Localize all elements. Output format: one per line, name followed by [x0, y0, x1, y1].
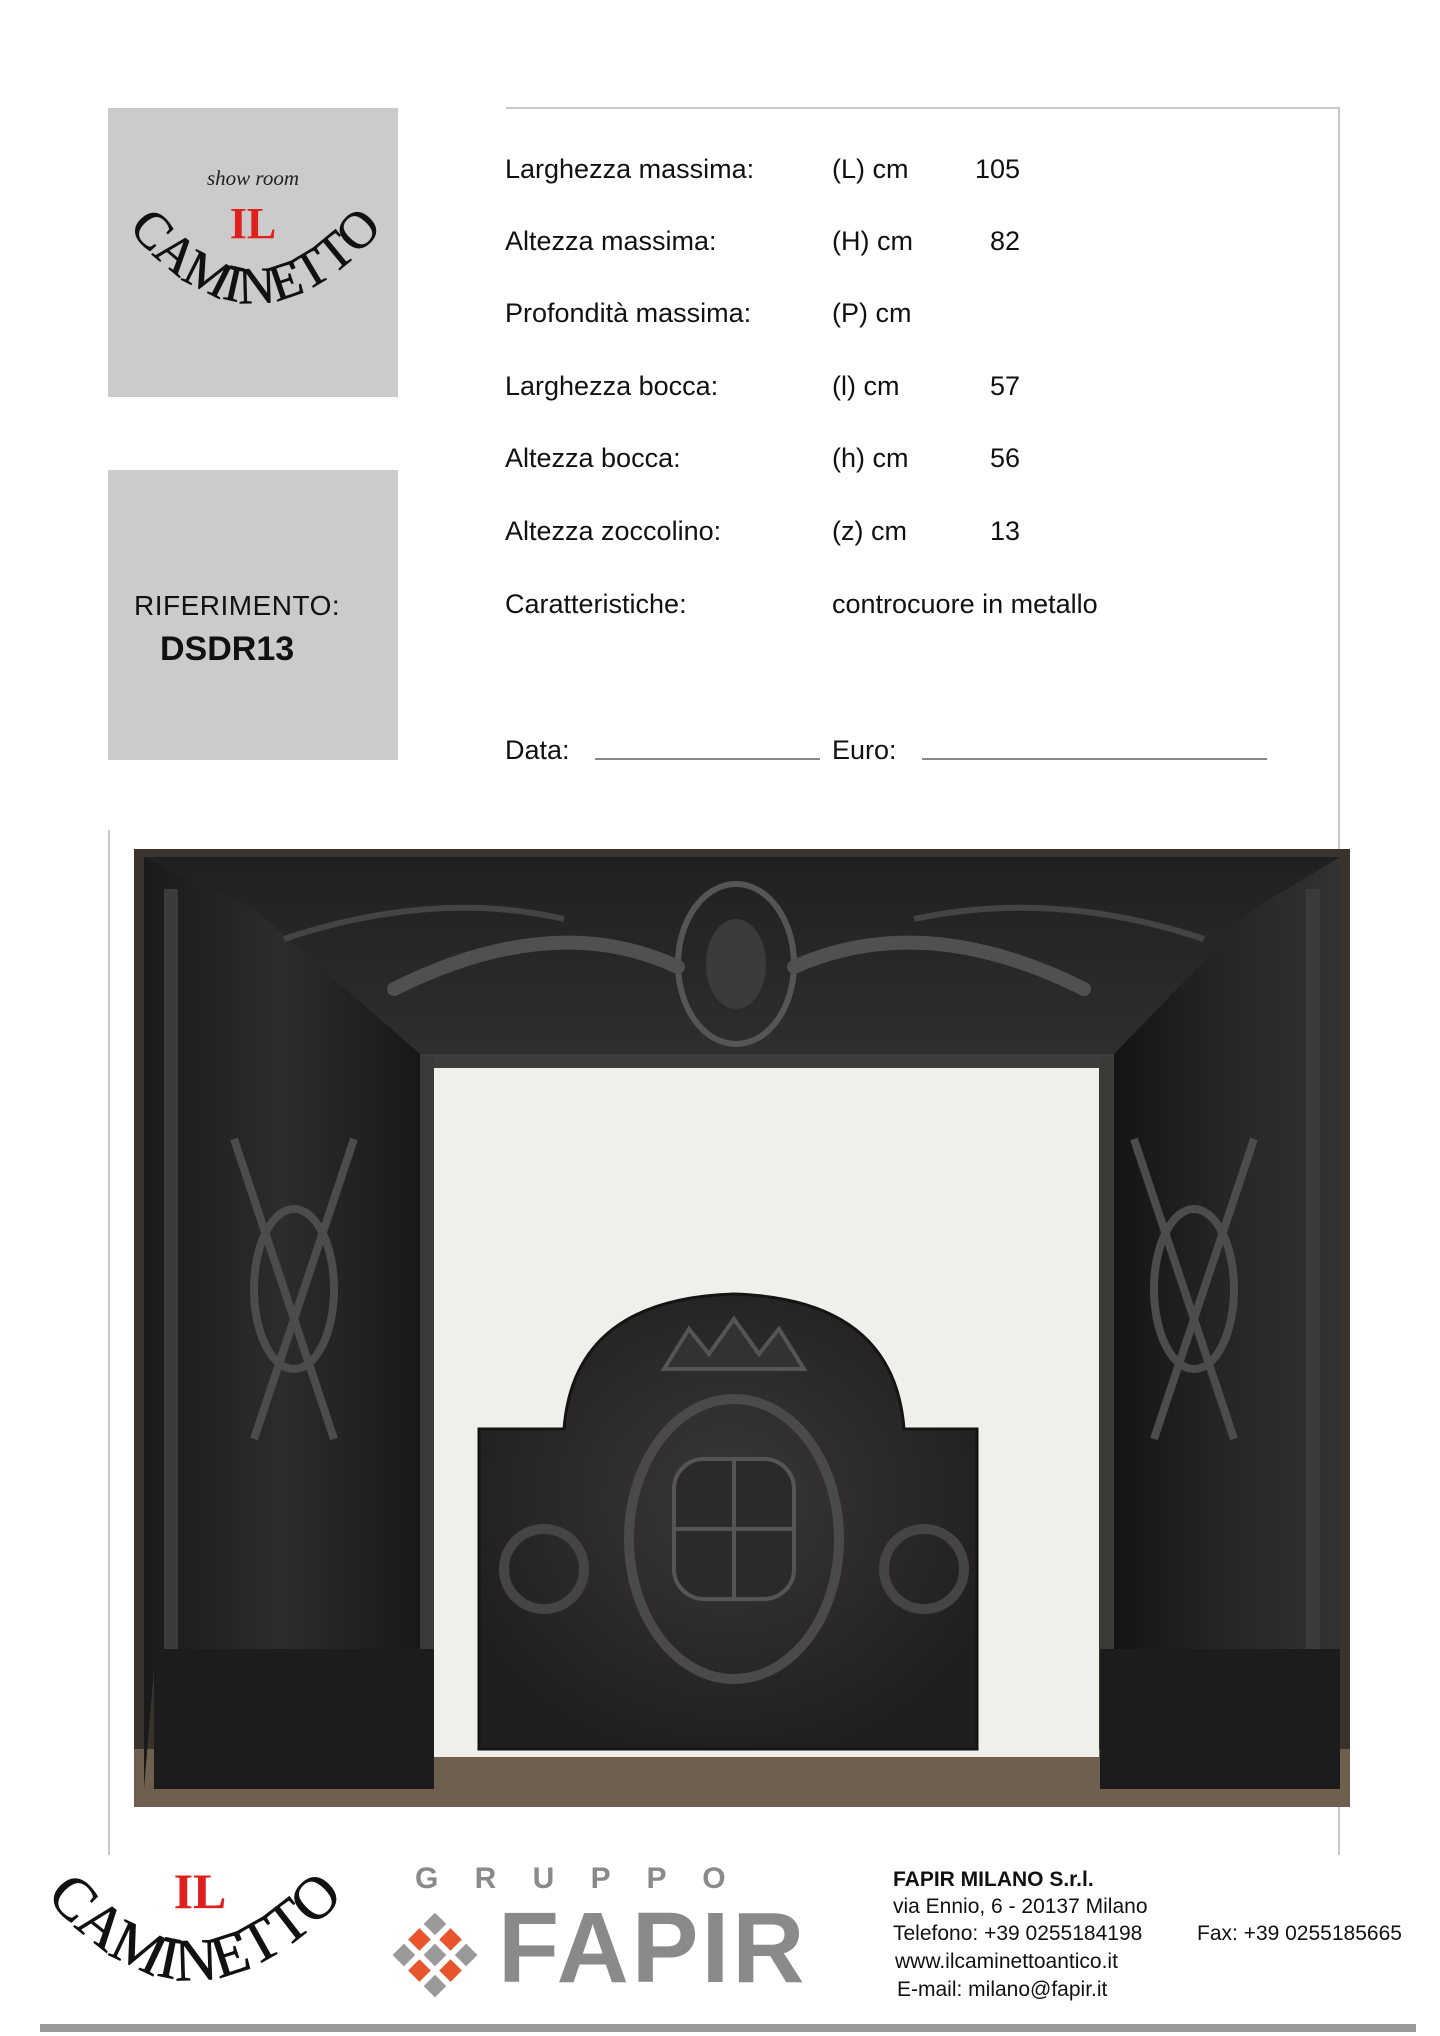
company-name: FAPIR MILANO S.r.l.	[893, 1868, 1094, 1891]
company-phone: Telefono: +39 0255184198	[893, 1922, 1143, 1945]
spec-label: Altezza massima:	[505, 226, 717, 256]
il-caminetto-logo	[108, 108, 398, 397]
logo-il-text: IL	[229, 199, 277, 248]
spec-unit: (l) cm	[832, 371, 900, 401]
euro-label: Euro:	[832, 735, 897, 765]
spec-unit: (z) cm	[832, 516, 907, 546]
reference-label: RIFERIMENTO:	[134, 590, 341, 621]
footer-logo-il-text: IL	[173, 1863, 227, 1919]
footer-logo-caminetto-text: CAMINETTO	[35, 1859, 354, 1994]
spec-value: 13	[989, 516, 1020, 546]
spec-value: 57	[989, 371, 1020, 401]
features-value: controcuore in metallo	[832, 589, 1098, 619]
logo-caminetto-text: CAMINETTO	[118, 197, 392, 316]
spec-label: Larghezza massima:	[505, 154, 755, 184]
showroom-text: show room	[207, 166, 299, 190]
date-input-line[interactable]	[595, 758, 820, 760]
spec-unit: (L) cm	[832, 154, 909, 184]
features-label: Caratteristiche:	[505, 589, 687, 619]
spec-value: 82	[989, 226, 1020, 256]
gruppo-text: G R U P P O	[415, 1862, 740, 1895]
spec-label: Altezza bocca:	[505, 443, 681, 473]
company-email-link[interactable]: E-mail: milano@fapir.it	[897, 1978, 1108, 2001]
spec-label: Larghezza bocca:	[505, 371, 719, 401]
spec-label: Profondità massima:	[505, 298, 752, 328]
fireplace-photo	[134, 849, 1350, 1807]
frame-left-line	[108, 830, 110, 1855]
reference-panel	[108, 470, 398, 760]
spec-value: 56	[989, 443, 1020, 473]
date-label: Data:	[505, 735, 570, 765]
company-address: via Ennio, 6 - 20137 Milano	[893, 1895, 1148, 1918]
footer-divider	[40, 2024, 1416, 2032]
reference-code: DSDR13	[160, 630, 295, 668]
footer-caminetto-logo	[30, 1850, 360, 2020]
company-fax: Fax: +39 0255185665	[1197, 1922, 1402, 1945]
fapir-wordmark: FAPIR	[498, 1892, 808, 2004]
spec-label: Altezza zoccolino:	[505, 516, 722, 546]
euro-input-line[interactable]	[922, 758, 1267, 760]
spec-unit: (h) cm	[832, 443, 909, 473]
spec-unit: (H) cm	[832, 226, 913, 256]
fapir-diamond-icon	[385, 1905, 485, 2005]
showroom-logo	[108, 108, 398, 397]
spec-unit: (P) cm	[832, 298, 912, 328]
frame-top-line	[506, 107, 1340, 109]
company-website-link[interactable]: www.ilcaminettoantico.it	[895, 1950, 1118, 1973]
spec-value: 105	[974, 154, 1020, 184]
